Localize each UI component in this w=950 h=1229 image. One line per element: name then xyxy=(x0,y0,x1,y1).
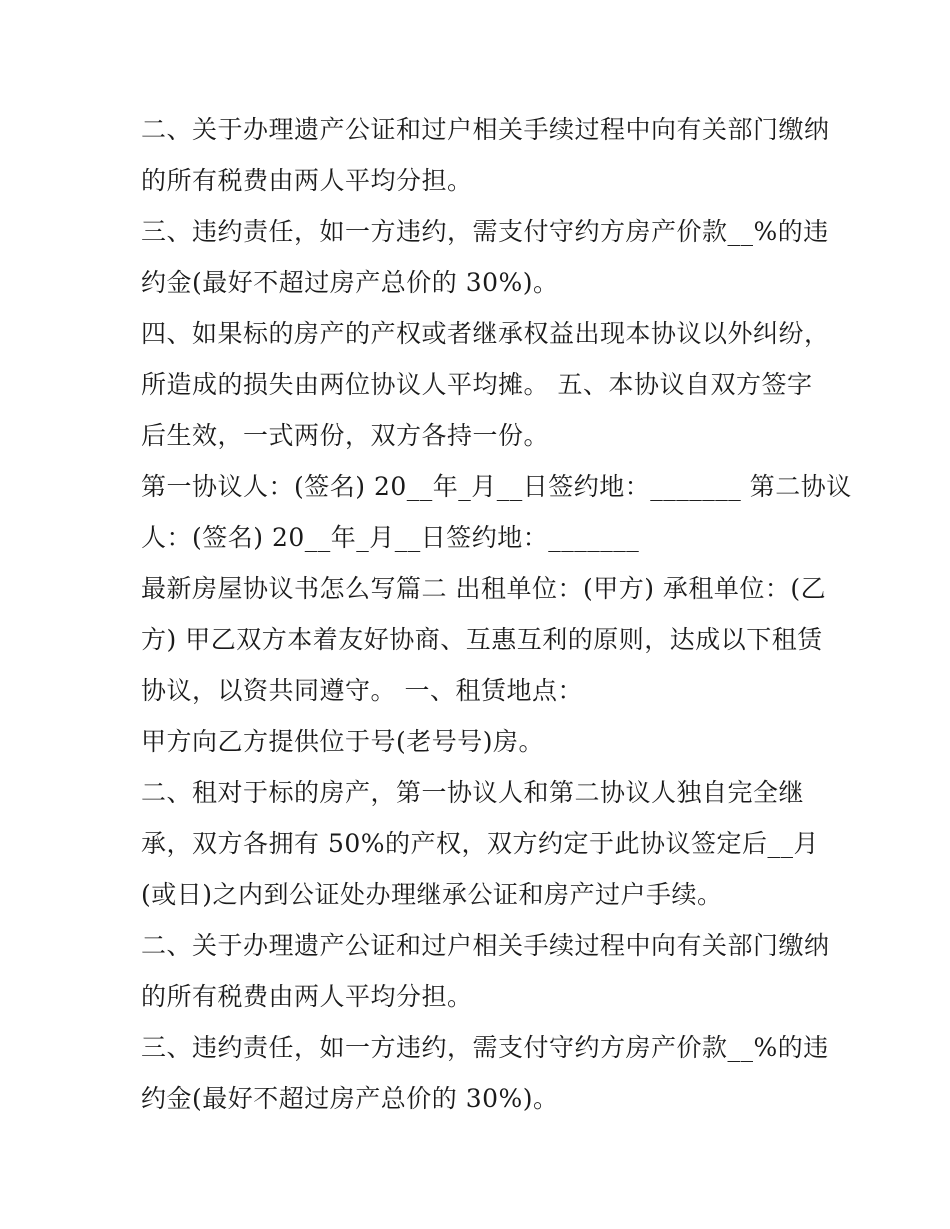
text-line: 协议，以资共同遵守。 一、租赁地点： xyxy=(141,676,583,705)
text-line: 二、租对于标的房产，第一协议人和第二协议人独自完全继 xyxy=(141,778,805,807)
text-line: 甲方向乙方提供位于号(老号号)房。 xyxy=(141,727,545,756)
text-line: 人：(签名) 20__年_月__日签约地：_______ xyxy=(141,523,640,552)
text-line: 后生效，一式两份，双方各持一份。 xyxy=(141,421,550,450)
text-line: 承，双方各拥有 50%的产权，双方约定于此协议签定后__月 xyxy=(141,829,820,858)
text-line: 二、关于办理遗产公证和过户相关手续过程中向有关部门缴纳 xyxy=(141,115,830,144)
text-line: 二、关于办理遗产公证和过户相关手续过程中向有关部门缴纳 xyxy=(141,931,830,960)
text-line: 的所有税费由两人平均分担。 xyxy=(141,166,473,195)
document-body xyxy=(141,104,852,1124)
text-line: 四、如果标的房产的产权或者继承权益出现本协议以外纠纷， xyxy=(141,319,830,348)
text-line: 的所有税费由两人平均分担。 xyxy=(141,982,473,1011)
text-line: 第一协议人：(签名) 20__年_月__日签约地：_______ 第二协议 xyxy=(141,472,852,501)
text-line: 方) 甲乙双方本着友好协商、互惠互利的原则，达成以下租赁 xyxy=(141,625,823,654)
text-line: 约金(最好不超过房产总价的 30%)。 xyxy=(141,268,559,297)
text-line: 约金(最好不超过房产总价的 30%)。 xyxy=(141,1084,559,1113)
text-line: 所造成的损失由两位协议人平均摊。 五、本协议自双方签字 xyxy=(141,370,813,399)
text-line: 最新房屋协议书怎么写篇二 出租单位：(甲方) 承租单位：(乙 xyxy=(141,574,827,603)
text-line: 三、违约责任，如一方违约，需支付守约方房产价款__%的违 xyxy=(141,1033,829,1062)
text-line: 三、违约责任，如一方违约，需支付守约方房产价款__%的违 xyxy=(141,217,829,246)
text-line: (或日)之内到公证处办理继承公证和房产过户手续。 xyxy=(141,880,723,909)
